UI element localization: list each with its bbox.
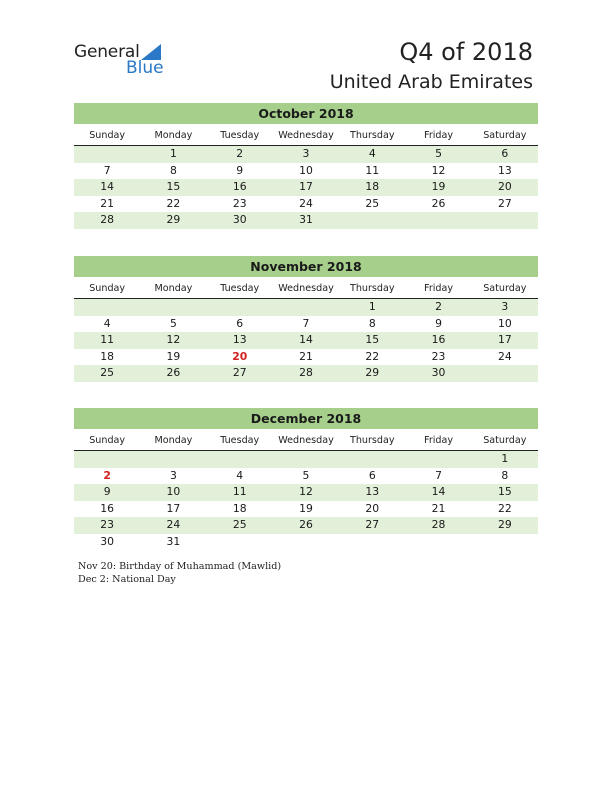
day-cell: 20 (497, 180, 512, 193)
day-cell: 29 (497, 518, 512, 531)
day-cell: 27 (497, 196, 512, 210)
day-cell: 20 (232, 349, 248, 363)
day-cell: 15 (166, 180, 181, 193)
weekday-label: Friday (424, 435, 454, 446)
day-cell: 13 (365, 485, 380, 498)
day-cell (339, 534, 405, 551)
day-cell: 3 (501, 300, 509, 313)
day-cell: 24 (497, 349, 512, 363)
day-cell: 15 (365, 333, 380, 346)
day-cell: 10 (497, 316, 512, 330)
holiday-note: Nov 20: Birthday of Muhammad (Mawlid) (78, 561, 282, 572)
day-cell: 25 (232, 518, 247, 531)
day-cell: 24 (299, 196, 313, 210)
week-row (74, 517, 538, 534)
day-cell (405, 212, 471, 229)
week-row (74, 349, 538, 366)
week-row (74, 299, 538, 316)
week-row (74, 179, 538, 196)
day-cell: 23 (100, 518, 115, 531)
month-header: November 2018 (74, 256, 538, 277)
weekday-label: Friday (424, 283, 454, 294)
day-cell (339, 451, 405, 468)
day-cell (207, 451, 273, 468)
day-cell: 26 (166, 366, 181, 379)
weekday-label: Tuesday (220, 283, 260, 294)
day-cell (74, 451, 140, 468)
weekday-header-row (74, 126, 538, 146)
day-cell: 25 (100, 366, 115, 379)
day-cell: 29 (166, 213, 181, 226)
day-cell: 10 (299, 163, 313, 177)
day-cell: 17 (166, 501, 181, 515)
day-cell (273, 534, 339, 551)
day-cell: 28 (299, 366, 313, 379)
day-cell: 8 (169, 163, 177, 177)
holiday-notes (78, 560, 281, 586)
day-cell: 13 (232, 333, 247, 346)
day-cell: 4 (236, 468, 244, 482)
day-cell (140, 299, 206, 316)
day-cell: 9 (435, 316, 442, 330)
day-cell: 27 (232, 366, 247, 379)
week-row (74, 501, 538, 518)
month-december (74, 408, 538, 550)
day-cell: 11 (100, 333, 115, 346)
day-cell: 21 (299, 349, 313, 363)
day-cell (339, 212, 405, 229)
week-row (74, 316, 538, 333)
weekday-label: Tuesday (220, 130, 260, 141)
day-cell (207, 299, 273, 316)
day-cell (405, 534, 471, 551)
day-cell (74, 146, 140, 163)
day-cell (405, 451, 471, 468)
day-cell: 16 (100, 501, 115, 515)
day-cell: 1 (368, 300, 376, 313)
general-blue-logo (74, 42, 174, 78)
day-cell (472, 534, 538, 551)
day-cell: 26 (431, 196, 446, 210)
day-cell: 3 (302, 147, 310, 160)
day-cell: 5 (169, 316, 177, 330)
week-row (74, 332, 538, 349)
weekday-label: Thursday (349, 283, 395, 294)
day-cell: 3 (169, 468, 177, 482)
day-cell: 6 (368, 468, 376, 482)
day-cell: 21 (431, 501, 446, 515)
weekday-label: Tuesday (220, 435, 260, 446)
day-cell: 26 (299, 518, 313, 531)
week-row (74, 146, 538, 163)
day-cell (74, 299, 140, 316)
weekday-header-row (74, 279, 538, 299)
day-cell: 16 (232, 180, 247, 193)
day-cell: 23 (232, 196, 247, 210)
day-cell: 2 (236, 147, 244, 160)
weekday-label: Sunday (89, 435, 126, 446)
day-cell: 31 (299, 213, 313, 226)
page-subtitle: United Arab Emirates (329, 71, 533, 93)
day-cell: 29 (365, 366, 380, 379)
day-cell (472, 212, 538, 229)
day-cell: 5 (302, 468, 310, 482)
day-cell: 14 (431, 485, 446, 498)
day-cell: 4 (368, 147, 376, 160)
weekday-label: Monday (154, 435, 193, 446)
day-cell: 30 (100, 534, 115, 548)
day-cell: 23 (431, 349, 446, 363)
day-cell: 8 (501, 468, 509, 482)
day-cell (472, 365, 538, 382)
day-cell: 11 (365, 163, 380, 177)
weekday-label: Saturday (483, 435, 527, 446)
day-cell: 16 (431, 333, 446, 346)
week-row (74, 163, 538, 180)
week-row (74, 484, 538, 501)
weekday-label: Wednesday (278, 283, 334, 294)
day-cell: 18 (100, 349, 115, 363)
day-cell: 12 (431, 163, 446, 177)
day-cell (207, 534, 273, 551)
day-cell: 2 (435, 300, 442, 313)
day-cell: 15 (497, 485, 512, 498)
weekday-label: Friday (424, 130, 454, 141)
day-cell: 31 (166, 534, 181, 548)
day-cell: 9 (103, 485, 111, 498)
week-row (74, 212, 538, 229)
day-cell: 22 (497, 501, 512, 515)
day-cell: 9 (236, 163, 244, 177)
day-cell: 2 (103, 468, 111, 482)
day-cell: 1 (501, 452, 509, 465)
holiday-note: Dec 2: National Day (78, 574, 176, 585)
day-cell: 14 (100, 180, 115, 193)
month-november (74, 256, 538, 382)
day-cell: 19 (166, 349, 181, 363)
day-cell: 7 (435, 468, 442, 482)
weekday-label: Sunday (89, 130, 126, 141)
page-title: Q4 of 2018 (399, 38, 533, 66)
month-header: October 2018 (74, 103, 538, 124)
day-cell (140, 451, 206, 468)
day-cell: 6 (501, 147, 509, 160)
day-cell (273, 451, 339, 468)
day-cell: 7 (302, 316, 310, 330)
day-cell: 6 (236, 316, 244, 330)
day-cell: 28 (100, 213, 115, 226)
weekday-label: Saturday (483, 283, 527, 294)
day-cell: 25 (365, 196, 380, 210)
day-cell: 7 (103, 163, 111, 177)
day-cell: 27 (365, 518, 380, 531)
week-row (74, 534, 538, 551)
day-cell: 18 (365, 180, 380, 193)
day-cell: 13 (497, 163, 512, 177)
weekday-label: Wednesday (278, 435, 334, 446)
day-cell: 21 (100, 196, 115, 210)
day-cell: 19 (431, 180, 446, 193)
day-cell: 12 (299, 485, 313, 498)
day-cell: 4 (103, 316, 111, 330)
weekday-label: Thursday (349, 435, 395, 446)
day-cell: 24 (166, 518, 181, 531)
day-cell: 18 (232, 501, 247, 515)
day-cell: 14 (299, 333, 313, 346)
weekday-label: Monday (154, 130, 193, 141)
month-october (74, 103, 538, 229)
day-cell: 20 (365, 501, 380, 515)
day-cell: 1 (169, 147, 177, 160)
day-cell: 30 (431, 366, 446, 379)
day-cell: 22 (166, 196, 181, 210)
day-cell: 17 (497, 333, 512, 346)
month-header: December 2018 (74, 408, 538, 429)
day-cell: 30 (232, 213, 247, 226)
week-row (74, 196, 538, 213)
day-cell (273, 299, 339, 316)
day-cell: 22 (365, 349, 380, 363)
day-cell: 8 (368, 316, 376, 330)
week-row (74, 468, 538, 485)
day-cell: 28 (431, 518, 446, 531)
day-cell: 17 (299, 180, 313, 193)
week-row (74, 451, 538, 468)
weekday-label: Sunday (89, 283, 126, 294)
weekday-label: Thursday (349, 130, 395, 141)
day-cell: 5 (435, 147, 442, 160)
day-cell: 19 (299, 501, 313, 515)
day-cell: 10 (166, 485, 181, 498)
day-cell: 11 (232, 485, 247, 498)
weekday-label: Wednesday (278, 130, 334, 141)
logo-general-text: General (74, 42, 140, 62)
day-cell: 12 (166, 333, 181, 346)
weekday-label: Saturday (483, 130, 527, 141)
weekday-label: Monday (154, 283, 193, 294)
logo-blue-text: Blue (126, 58, 164, 78)
week-row (74, 365, 538, 382)
weekday-header-row (74, 431, 538, 451)
